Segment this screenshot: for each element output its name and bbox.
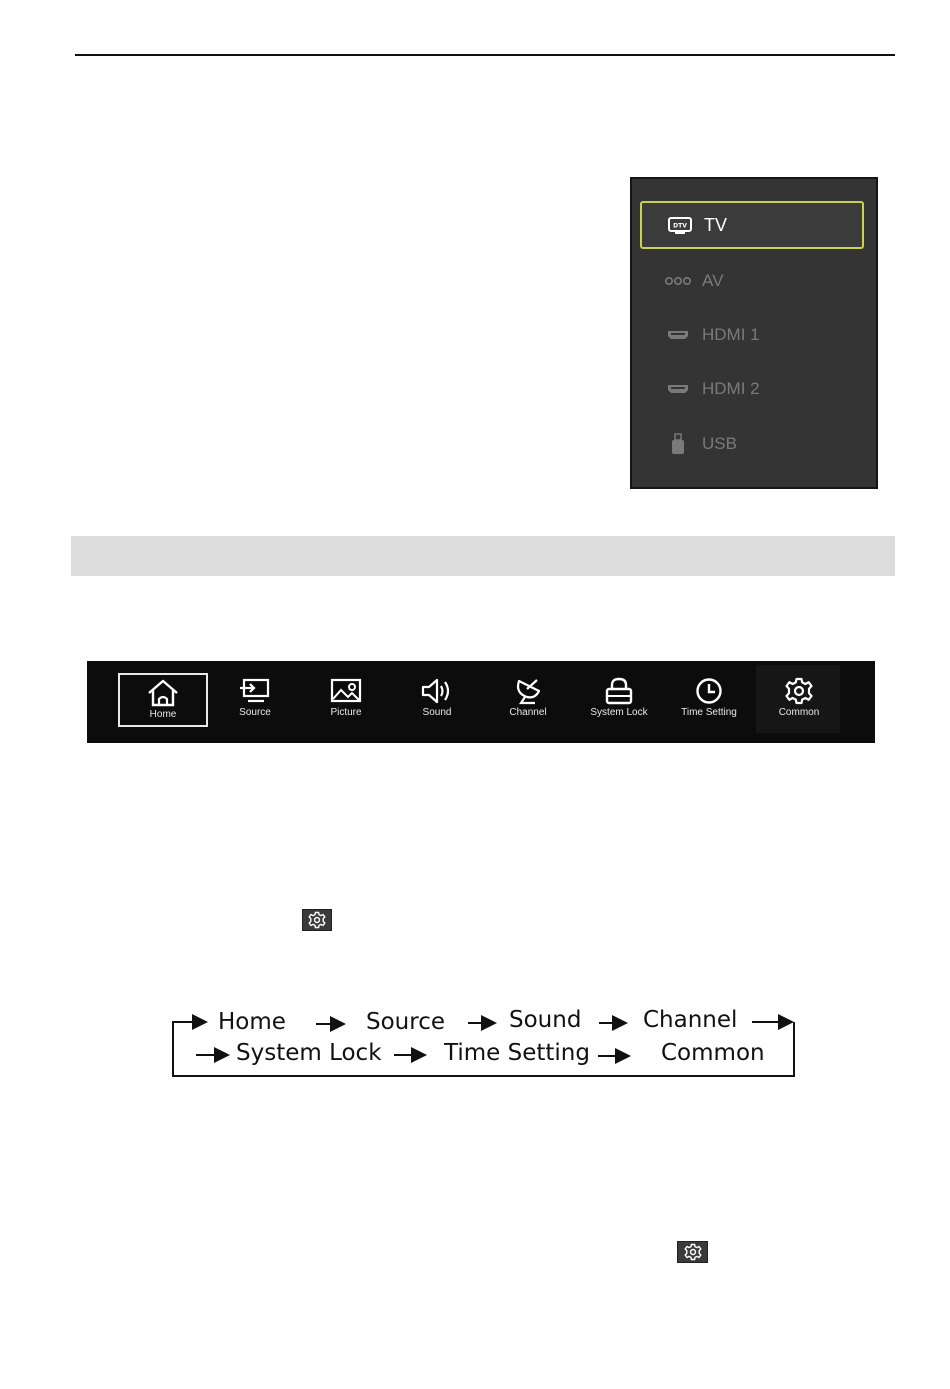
source-item-label: HDMI 1: [702, 325, 760, 344]
flow-step-source: Source: [366, 1009, 445, 1035]
flow-step-home: Home: [218, 1009, 286, 1035]
menu-item-label: Common: [778, 707, 820, 718]
dtv-badge-text: DTV: [673, 222, 687, 229]
menu-item-time-setting[interactable]: [664, 673, 754, 727]
hdmi-port-icon: [664, 379, 692, 399]
menu-item-home[interactable]: [118, 673, 208, 727]
top-rule: [75, 54, 895, 56]
menu-item-label: Home: [149, 709, 177, 720]
satellite-dish-icon: [511, 677, 545, 705]
menu-item-sound[interactable]: [392, 673, 482, 727]
menu-item-picture[interactable]: [301, 673, 391, 727]
gear-icon: [677, 1241, 708, 1263]
menu-item-label: Source: [239, 707, 271, 718]
usb-drive-icon: [664, 434, 692, 454]
home-icon: [146, 679, 180, 707]
clock-icon: [692, 677, 726, 705]
lock-icon: [602, 677, 636, 705]
source-list-panel: [630, 177, 878, 489]
source-item-label: TV: [704, 214, 728, 235]
source-item-label: HDMI 2: [702, 379, 760, 398]
source-item-label: USB: [702, 434, 737, 453]
menu-item-label: Sound: [422, 707, 452, 718]
source-item-label: AV: [702, 271, 724, 290]
flow-step-time-setting: Time Setting: [444, 1040, 590, 1066]
menu-item-label: Time Setting: [681, 707, 737, 718]
source-item-usb[interactable]: [640, 420, 864, 468]
flow-step-common: Common: [661, 1040, 765, 1066]
source-item-av[interactable]: [640, 257, 864, 305]
flow-step-sound: Sound: [509, 1007, 582, 1033]
hdmi-port-icon: [664, 325, 692, 345]
source-item-hdmi-1[interactable]: [640, 311, 864, 359]
gear-icon: [782, 677, 816, 705]
flow-step-channel: Channel: [643, 1007, 738, 1033]
menu-item-common[interactable]: [754, 673, 844, 727]
menu-item-source[interactable]: [210, 673, 300, 727]
dtv-icon: [666, 215, 694, 235]
menu-item-label: System Lock: [590, 707, 648, 718]
speaker-icon: [420, 677, 454, 705]
source-icon: [238, 677, 272, 705]
menu-item-channel[interactable]: [483, 673, 573, 727]
menu-item-label: Channel: [509, 707, 547, 718]
section-heading-bar: [71, 536, 895, 576]
av-jack-icon: [664, 271, 692, 291]
settings-menu-bar: [87, 661, 875, 743]
menu-item-label: Picture: [330, 707, 362, 718]
menu-item-system-lock[interactable]: [574, 673, 664, 727]
flow-step-system-lock: System Lock: [236, 1040, 382, 1066]
gear-icon: [302, 909, 332, 931]
source-item-hdmi-2[interactable]: [640, 365, 864, 413]
source-item-tv[interactable]: [640, 201, 864, 249]
picture-icon: [329, 677, 363, 705]
